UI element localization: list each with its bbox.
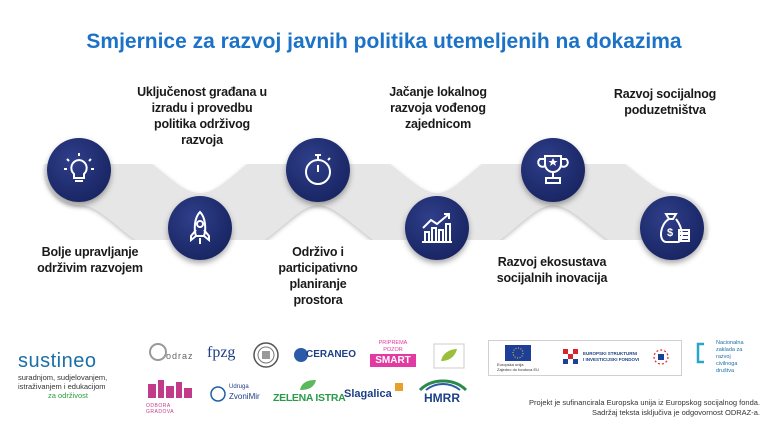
odraz-emblem-icon — [148, 342, 168, 362]
zelena-istra-logo: ZELENA ISTRA — [273, 392, 346, 404]
eu-flag-icon — [505, 345, 531, 361]
nacionalna-zaklada-bracket-icon — [694, 342, 708, 364]
step-2-circle — [168, 196, 232, 260]
nz-line-4: civilnoga — [716, 361, 738, 367]
hmrr-arc-icon — [418, 378, 468, 392]
slagalica-name: Slagalica — [344, 388, 392, 400]
smart-logo — [370, 340, 416, 367]
money-bag-icon — [652, 208, 692, 248]
odraz-name: odraz — [166, 351, 194, 361]
funding-disclaimer — [470, 398, 760, 418]
odraz-logo — [148, 342, 198, 372]
step-5-label: Razvoj ekosustava socijalnih inovacija — [496, 255, 608, 285]
ministry-emblem-icon — [649, 347, 673, 369]
puzzle-icon — [394, 382, 404, 392]
sustineo-tagline-1: suradnjom, sudjelovanjem, — [18, 373, 108, 382]
step-2-label: Uključenost građana u izradu i provedbu politika održivog razvoja — [137, 85, 267, 147]
smart-top: PRIPREMA — [378, 340, 408, 346]
svg-text:$: $ — [666, 227, 674, 239]
step-6-label: Razvoj socijalnog poduzetništva — [613, 87, 717, 117]
slagalica-logo — [344, 382, 410, 410]
university-seal-icon — [252, 341, 280, 369]
smart-mid: POZOR — [383, 347, 403, 353]
ceraneo-name: CERANEO — [306, 349, 357, 360]
sustineo-tagline-2: istraživanjem i edukacijom — [18, 382, 106, 391]
odraz-gradova-name: ODBORA GRADOVA — [146, 403, 175, 415]
smart-badge: SMART — [370, 354, 416, 367]
zvonimir-line1: Udruga — [229, 384, 249, 390]
sustineo-logo — [18, 350, 148, 400]
zvonimir-line2: ZvoniMir — [229, 392, 260, 401]
odraz-gradova-logo — [146, 378, 200, 415]
funding-line-2: Sadržaj teksta isključiva je odgovornost ODRAZ-a. — [592, 408, 760, 417]
fpzg-logo: fpzg — [207, 344, 236, 361]
esif-caption-2: I INVESTICIJSKI FONDOVI — [583, 357, 640, 362]
trophy-icon — [533, 150, 573, 190]
hmrr-logo — [416, 378, 472, 410]
step-4-circle — [405, 196, 469, 260]
rocket-icon — [180, 208, 220, 248]
zelena-istra-leaf-icon — [298, 378, 318, 392]
stopwatch-icon — [298, 150, 338, 190]
croatian-flag-icon — [561, 347, 583, 369]
sustineo-name: sustineo — [18, 350, 97, 372]
nz-line-2: zaklada za — [716, 347, 743, 353]
step-4-label: Jačanje lokalnog razvoja vođenog zajednicom — [389, 85, 487, 131]
nz-line-3: razvoj — [716, 354, 731, 360]
step-3-circle — [286, 138, 350, 202]
hmrr-name: HMRR — [424, 391, 460, 405]
funding-line-1: Projekt je sufinancirala Europska unija iz Europskog socijalnog fonda. — [529, 398, 760, 407]
eu-caption-2: Zajedno do fondova EU — [497, 367, 540, 372]
page-title: Smjernice za razvoj javnih politika utemeljenih na dokazima — [86, 30, 682, 53]
step-1-circle — [47, 138, 111, 202]
zvonimir-logo — [210, 384, 270, 408]
city-skyline-icon — [146, 378, 196, 398]
nz-line-1: Nacionalna — [716, 340, 744, 346]
step-6-circle — [640, 196, 704, 260]
esif-caption-1: EUROPSKI STRUKTURNI — [583, 351, 638, 356]
leaf-emblem-icon — [433, 343, 465, 369]
nacionalna-zaklada-logo — [694, 340, 758, 386]
eu-caption-1: Europska unija — [497, 362, 524, 367]
step-1-label: Bolje upravljanje održivim razvojem — [37, 245, 143, 275]
step-3-label: Održivo i participativno planiranje prostora — [278, 245, 358, 307]
growth-chart-icon — [417, 208, 457, 248]
zvonimir-emblem-icon — [210, 386, 226, 402]
nz-line-5: društva — [716, 368, 735, 374]
eu-funding-strip — [488, 340, 682, 376]
step-5-circle — [521, 138, 585, 202]
lightbulb-icon — [59, 150, 99, 190]
sustineo-tagline-3: za održivost — [48, 391, 89, 400]
